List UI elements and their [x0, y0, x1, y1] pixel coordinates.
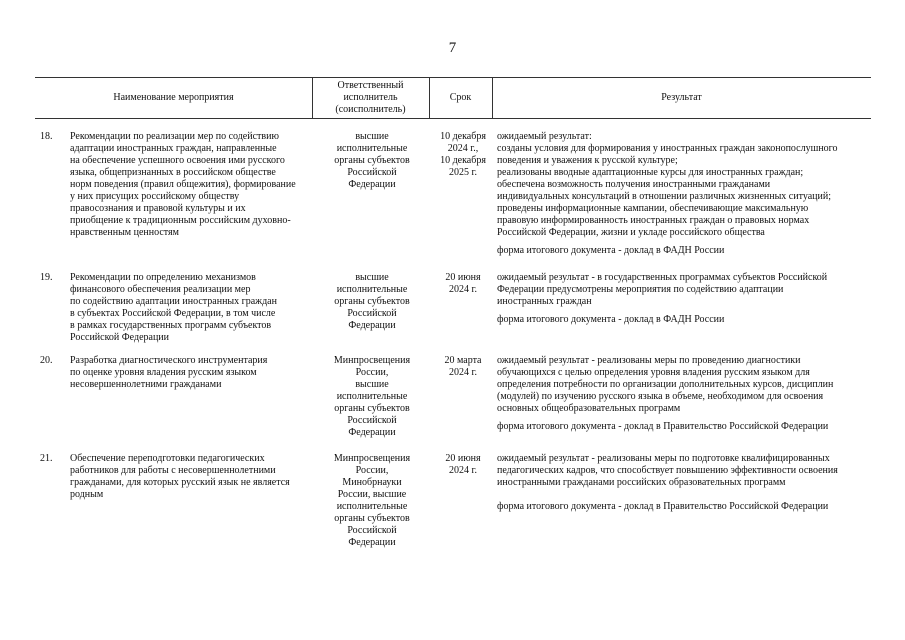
row-number: 19. [40, 272, 53, 283]
row-name: Рекомендации по определению механизмов финансового обеспечения реализации мер по содействию адаптации иностранных граждан в субъектах Российской Федерации, в том числе в рамках государственных программ субъектов Российской Федерации [70, 272, 277, 343]
header-result: Результат [661, 91, 702, 103]
row-result: ожидаемый результат: созданы условия для формирования у иностранных граждан законопослушного поведения и уважения к русской культуре; реализованы вводные адаптационные курсы для иностранных граждан; обеспечена возможность получения иностранными гражданами индивидуальных консультаций в отношении различных жизненных ситуаций; проведены информационные кампании, обеспечивающие максимальную правовую информированность иностранных граждан о правовых нормах Российской Федерации, жизни и укладе российского общества форма итогового документа - доклад в ФАДН России [497, 131, 871, 257]
row-responsible: Минпросвещения России, Минобрнауки России, высшие исполнительные органы субъектов Российской Федерации [333, 453, 411, 548]
row-number: 18. [40, 131, 53, 142]
row-number: 20. [40, 355, 53, 366]
row-result-form: форма итогового документа - доклад в Правительство Российской Федерации [497, 501, 829, 512]
row-name: Обеспечение переподготовки педагогических работников для работы с несовершеннолетними гражданами, для которых русский язык не является родным [70, 453, 290, 500]
row-responsible: высшие исполнительные органы субъектов Российской Федерации [334, 272, 410, 331]
header-name: Наименование мероприятия [113, 91, 234, 103]
row-number: 21. [40, 453, 53, 464]
page-number: 7 [448, 40, 457, 56]
header-term: Срок [449, 91, 472, 103]
row-result: ожидаемый результат - реализованы меры по проведению диагностики обучающихся с целью определения уровня владения русским языком для определения потребности по организации дополнительных курсов, дисциплин (модулей) по изучению русского языка в объеме, необходимом для освоения основных общеобразовательных программ форма итогового документа - доклад в Правительство Российской Федерации [497, 355, 871, 433]
row-responsible: Минпросвещения России, высшие исполнительные органы субъектов Российской Федерации [333, 355, 411, 438]
row-result-form: форма итогового документа - доклад в ФАДН России [497, 245, 725, 256]
row-result: ожидаемый результат - реализованы меры по подготовке квалифицированных педагогических кадров, что способствует повышению эффективности освоения иностранными гражданами российских образовательных программ форма итогового документа - доклад в Правительство Российской Федерации [497, 453, 871, 513]
row-term: 20 июня 2024 г. [445, 453, 481, 476]
row-term: 10 декабря 2024 г., 10 декабря 2025 г. [440, 131, 486, 178]
row-result-form: форма итогового документа - доклад в ФАДН России [497, 314, 725, 325]
header-responsible: Ответственный исполнитель (соисполнитель) [335, 79, 406, 115]
row-term: 20 марта 2024 г. [444, 355, 482, 378]
header-bottom-rule [35, 118, 871, 119]
row-name: Рекомендации по реализации мер по содействию адаптации иностранных граждан, направленные на обеспечение успешного освоения ими русского языка, общепризнанных в российском обществе норм поведения (правил общежития), формирование у них присущих российскому обществу правосознания и правовой культуры и их приобщение к традиционным российским духовно- нравственным ценностям [70, 131, 296, 238]
row-name: Разработка диагностического инструментария по оценке уровня владения русским языком несовершеннолетними гражданами [70, 355, 268, 390]
row-result: ожидаемый результат - в государственных программах субъектов Российской Федерации предусмотрены мероприятия по содействию адаптации иностранных граждан форма итогового документа - доклад в ФАДН России [497, 272, 871, 326]
row-term: 20 июня 2024 г. [445, 272, 481, 295]
row-result-form: форма итогового документа - доклад в Правительство Российской Федерации [497, 421, 829, 432]
row-responsible: высшие исполнительные органы субъектов Российской Федерации [334, 131, 410, 190]
